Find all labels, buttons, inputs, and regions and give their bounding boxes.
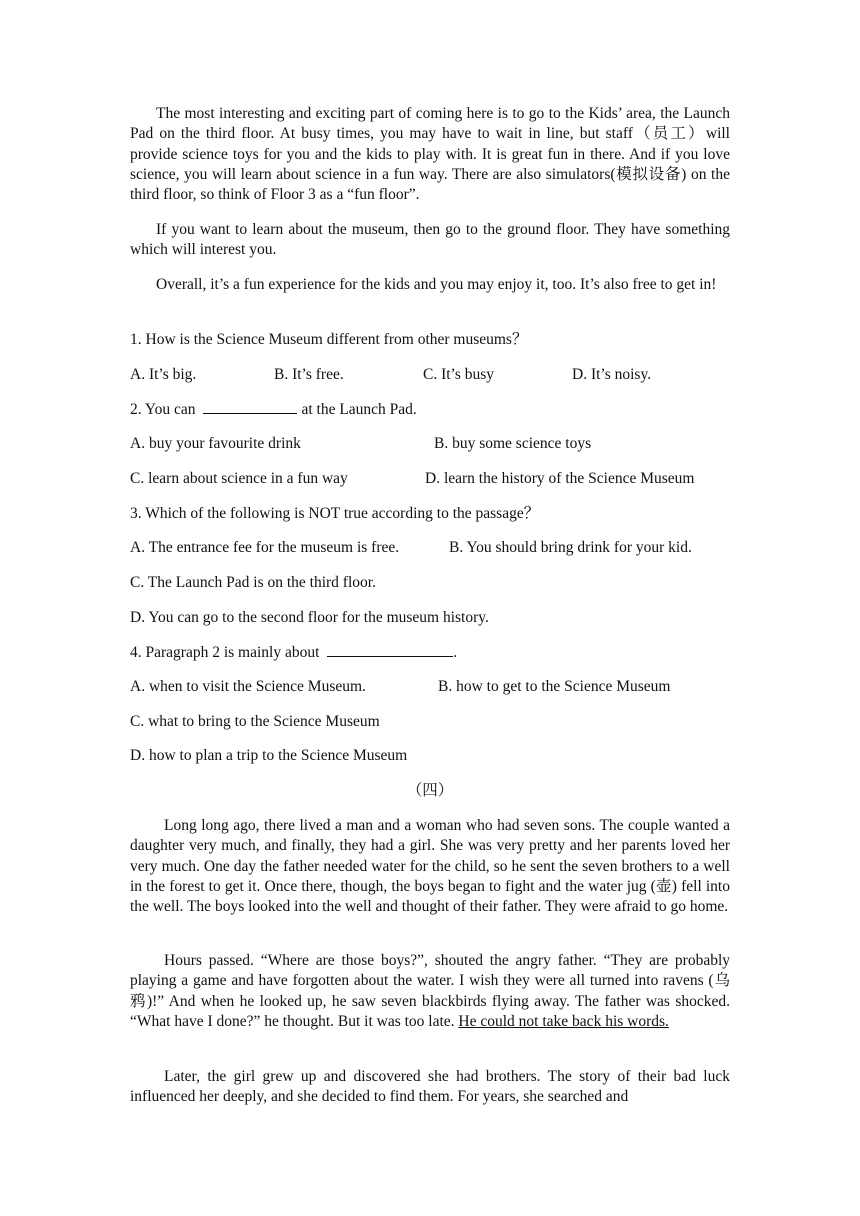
passage4-paragraph-1: Long long ago, there lived a man and a woman who had seven sons. The couple wanted a daughter very much, and finally, they had a girl. She was very pretty and her parents loved her very much. One day the father needed water for the child, so he sent the seven brothers to a well in the forest to get it. Once there, though, the boys began to fight and the water jug (壶) fell into the well. The boys looked into the well and thought of their father. They were afraid to go home. xyxy=(130,817,730,916)
passage3-paragraph-2: If you want to learn about the museum, then go to the ground floor. They have something which will interest you. xyxy=(130,221,730,259)
q4-option-b: B. how to get to the Science Museum xyxy=(438,678,671,695)
passage4-paragraph-3: Later, the girl grew up and discovered she had brothers. The story of their bad luck influenced her deeply, and she decided to find them. For years, she searched and xyxy=(130,1068,730,1106)
section-heading: （四） xyxy=(406,782,454,799)
q4-stem-end: . xyxy=(453,644,458,661)
q4-answer-blank xyxy=(327,642,453,657)
q3-option-d: D. You can go to the second floor for the museum history. xyxy=(130,609,489,626)
passage3-paragraph-3: Overall, it’s a fun experience for the kids and you may enjoy it, too. It’s also free to get in! xyxy=(156,276,717,293)
q1-option-c: C. It’s busy xyxy=(423,366,495,383)
question-1-stem: 1. How is the Science Museum different from other museums？ xyxy=(130,331,528,348)
q2-answer-blank xyxy=(203,399,297,414)
q2-stem-start: 2. You can xyxy=(130,401,196,418)
q1-option-a: A. It’s big. xyxy=(130,366,197,383)
q2-option-b: B. buy some science toys xyxy=(434,435,592,452)
q2-option-a: A. buy your favourite drink xyxy=(130,435,301,452)
q2-option-c: C. learn about science in a fun way xyxy=(130,470,348,487)
q2-stem-end: at the Launch Pad. xyxy=(301,401,417,418)
q4-option-c: C. what to bring to the Science Museum xyxy=(130,713,380,730)
q4-stem-start: 4. Paragraph 2 is mainly about xyxy=(130,644,320,661)
q3-option-b: B. You should bring drink for your kid. xyxy=(449,539,692,556)
question-3-stem: 3. Which of the following is NOT true according to the passage？ xyxy=(130,505,540,522)
underlined-sentence: He could not take back his words. xyxy=(458,1012,669,1030)
q4-option-d: D. how to plan a trip to the Science Museum xyxy=(130,747,408,764)
q3-option-c: C. The Launch Pad is on the third floor. xyxy=(130,574,376,591)
passage4-p2-text: Hours passed. “Where are those boys?”, shouted the angry father. “They are probably playing a game and have forgotten about the water. I wish they were all turned into ravens (乌鸦)!” And when he looked up, he saw seven blackbirds flying away. The father was shocked. “What have I done?” he thought. But it was too late. xyxy=(130,952,730,1030)
question-4-stem xyxy=(130,642,730,663)
q4-option-a: A. when to visit the Science Museum. xyxy=(130,678,366,695)
question-2-stem xyxy=(130,399,730,420)
q1-option-d: D. It’s noisy. xyxy=(572,366,652,383)
q2-option-d: D. learn the history of the Science Museum xyxy=(425,470,695,487)
q3-option-a: A. The entrance fee for the museum is free. xyxy=(130,539,400,556)
q1-option-b: B. It’s free. xyxy=(274,366,344,383)
passage3-paragraph-1: The most interesting and exciting part of coming here is to go to the Kids’ area, the Launch Pad on the third floor. At busy times, you may have to wait in line, but staff（员工）will provide science toys for you and the kids to play with. It is great fun in there. And if you love science, you will learn about science in a fun way. There are also simulators(模拟设备) on the third floor, so think of Floor 3 as a “fun floor”. xyxy=(130,105,730,204)
passage4-paragraph-2 xyxy=(130,951,730,1032)
